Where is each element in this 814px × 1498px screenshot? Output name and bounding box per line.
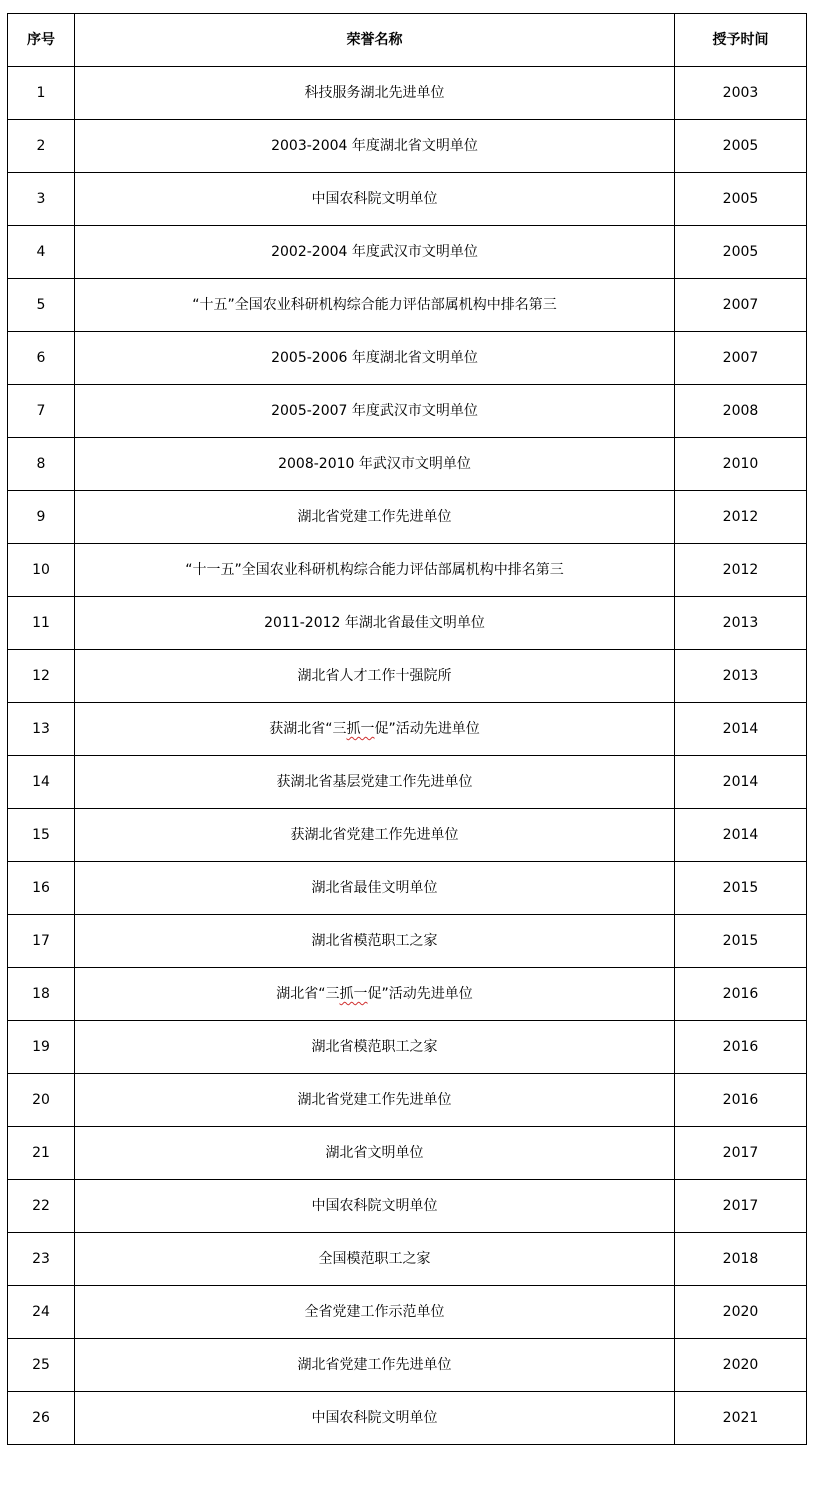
row-index: 15 (8, 809, 75, 862)
header-index: 序号 (8, 14, 75, 67)
table-row (8, 1233, 807, 1286)
table-row (8, 67, 807, 120)
honor-name-part: 促”活动先进单位 (374, 721, 480, 737)
award-year: 2014 (675, 703, 807, 756)
honor-name-part: 湖北省“三 (276, 986, 340, 1002)
table-row (8, 968, 807, 1021)
honors-table (7, 13, 807, 1445)
row-index: 14 (8, 756, 75, 809)
table-row (8, 1286, 807, 1339)
award-year: 2016 (675, 968, 807, 1021)
row-index: 24 (8, 1286, 75, 1339)
award-year: 2012 (675, 491, 807, 544)
honor-name: 2005-2007 年度武汉市文明单位 (75, 385, 675, 438)
row-index: 18 (8, 968, 75, 1021)
award-year: 2007 (675, 279, 807, 332)
honor-name: 获湖北省基层党建工作先进单位 (75, 756, 675, 809)
award-year: 2016 (675, 1074, 807, 1127)
row-index: 23 (8, 1233, 75, 1286)
row-index: 16 (8, 862, 75, 915)
award-year: 2021 (675, 1392, 807, 1445)
award-year: 2015 (675, 915, 807, 968)
row-index: 17 (8, 915, 75, 968)
table-row (8, 120, 807, 173)
row-index: 12 (8, 650, 75, 703)
honor-name: 湖北省模范职工之家 (75, 1021, 675, 1074)
row-index: 25 (8, 1339, 75, 1392)
row-index: 11 (8, 597, 75, 650)
table-row (8, 1180, 807, 1233)
honor-name: 2002-2004 年度武汉市文明单位 (75, 226, 675, 279)
row-index: 13 (8, 703, 75, 756)
row-index: 10 (8, 544, 75, 597)
table-row (8, 756, 807, 809)
row-index: 9 (8, 491, 75, 544)
award-year: 2020 (675, 1286, 807, 1339)
table-row (8, 438, 807, 491)
table-row (8, 544, 807, 597)
table-row (8, 650, 807, 703)
honor-name: 获湖北省党建工作先进单位 (75, 809, 675, 862)
award-year: 2008 (675, 385, 807, 438)
table-row (8, 1074, 807, 1127)
honor-name: 2003-2004 年度湖北省文明单位 (75, 120, 675, 173)
row-index: 20 (8, 1074, 75, 1127)
honor-name-part: 获湖北省“三 (269, 721, 347, 737)
award-year: 2015 (675, 862, 807, 915)
table-body (8, 67, 807, 1445)
award-year: 2005 (675, 120, 807, 173)
honor-name: 湖北省模范职工之家 (75, 915, 675, 968)
row-index: 19 (8, 1021, 75, 1074)
honor-name: 湖北省人才工作十强院所 (75, 650, 675, 703)
table-row (8, 385, 807, 438)
award-year: 2010 (675, 438, 807, 491)
honor-name: 2011-2012 年湖北省最佳文明单位 (75, 597, 675, 650)
table-row (8, 226, 807, 279)
award-year: 2007 (675, 332, 807, 385)
row-index: 1 (8, 67, 75, 120)
honor-name: 湖北省党建工作先进单位 (75, 1074, 675, 1127)
award-year: 2017 (675, 1127, 807, 1180)
row-index: 7 (8, 385, 75, 438)
header-name: 荣誉名称 (75, 14, 675, 67)
honor-name: 湖北省党建工作先进单位 (75, 491, 675, 544)
spellcheck-marked-text: 抓一 (346, 721, 375, 737)
award-year: 2014 (675, 756, 807, 809)
row-index: 21 (8, 1127, 75, 1180)
table-row (8, 1339, 807, 1392)
honor-name: 2008-2010 年武汉市文明单位 (75, 438, 675, 491)
honor-name (75, 703, 675, 756)
award-year: 2012 (675, 544, 807, 597)
award-year: 2018 (675, 1233, 807, 1286)
honor-name: 湖北省最佳文明单位 (75, 862, 675, 915)
row-index: 6 (8, 332, 75, 385)
honor-name: 科技服务湖北先进单位 (75, 67, 675, 120)
row-index: 2 (8, 120, 75, 173)
honor-name: “十五”全国农业科研机构综合能力评估部属机构中排名第三 (75, 279, 675, 332)
header-row (8, 14, 807, 67)
table-row (8, 279, 807, 332)
row-index: 4 (8, 226, 75, 279)
honor-name: 湖北省文明单位 (75, 1127, 675, 1180)
honor-name: “十一五”全国农业科研机构综合能力评估部属机构中排名第三 (75, 544, 675, 597)
honor-name (75, 968, 675, 1021)
row-index: 5 (8, 279, 75, 332)
table-row (8, 1392, 807, 1445)
table-row (8, 332, 807, 385)
honor-name: 全国模范职工之家 (75, 1233, 675, 1286)
award-year: 2014 (675, 809, 807, 862)
table-row (8, 703, 807, 756)
award-year: 2020 (675, 1339, 807, 1392)
award-year: 2013 (675, 597, 807, 650)
honor-name: 中国农科院文明单位 (75, 1180, 675, 1233)
honor-name: 湖北省党建工作先进单位 (75, 1339, 675, 1392)
award-year: 2005 (675, 226, 807, 279)
table-row (8, 491, 807, 544)
table-row (8, 915, 807, 968)
row-index: 26 (8, 1392, 75, 1445)
honor-name-part: 促”活动先进单位 (367, 986, 473, 1002)
table-row (8, 809, 807, 862)
table-row (8, 1021, 807, 1074)
header-year: 授予时间 (675, 14, 807, 67)
spellcheck-marked-text: 抓一 (339, 986, 368, 1002)
table-row (8, 173, 807, 226)
honor-name: 中国农科院文明单位 (75, 1392, 675, 1445)
award-year: 2005 (675, 173, 807, 226)
award-year: 2013 (675, 650, 807, 703)
table-row (8, 1127, 807, 1180)
honor-name: 全省党建工作示范单位 (75, 1286, 675, 1339)
row-index: 22 (8, 1180, 75, 1233)
row-index: 8 (8, 438, 75, 491)
honor-name: 2005-2006 年度湖北省文明单位 (75, 332, 675, 385)
table-row (8, 862, 807, 915)
row-index: 3 (8, 173, 75, 226)
award-year: 2016 (675, 1021, 807, 1074)
table-row (8, 597, 807, 650)
honor-name: 中国农科院文明单位 (75, 173, 675, 226)
award-year: 2003 (675, 67, 807, 120)
award-year: 2017 (675, 1180, 807, 1233)
